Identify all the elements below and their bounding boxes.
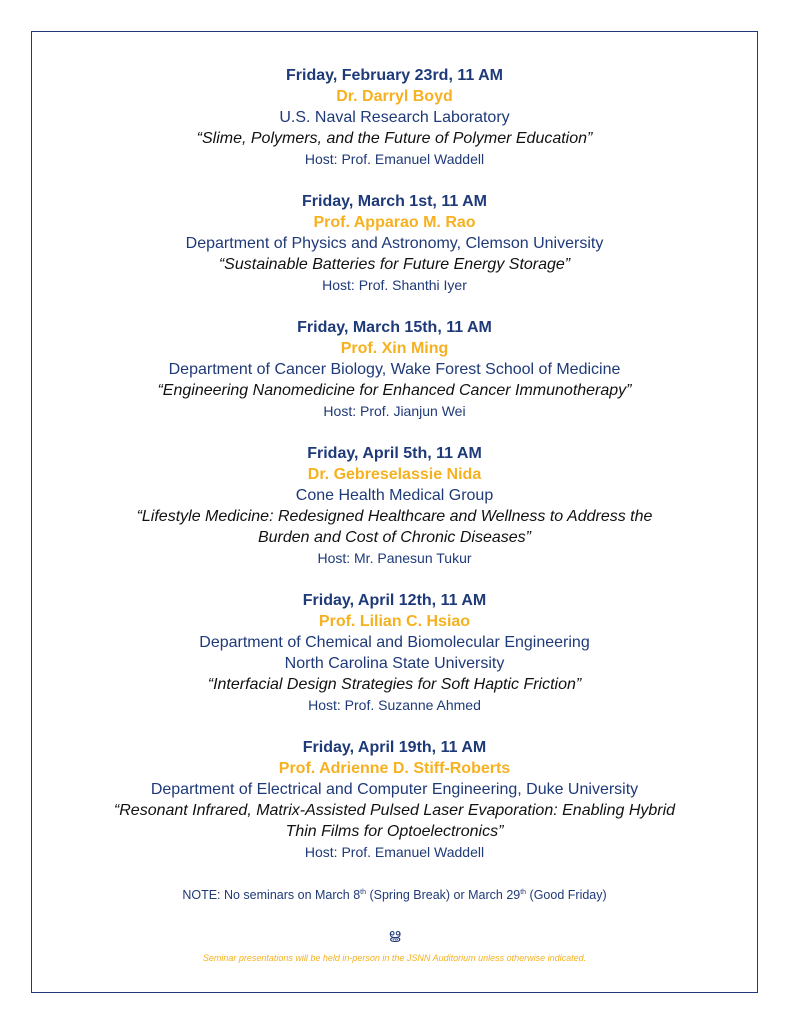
seminar-date: Friday, April 19th, 11 AM: [302, 739, 487, 756]
seminar-entry: [31, 191, 758, 296]
ornament-swirl-icon: ൠ: [388, 926, 401, 942]
talk-title: “Sustainable Batteries for Future Energy Storage”: [218, 256, 571, 273]
seminar-date: Friday, March 1st, 11 AM: [302, 193, 487, 210]
seminar-entry: [31, 737, 758, 863]
speaker-name: Prof. Xin Ming: [340, 340, 449, 357]
host-line: Host: Mr. Panesun Tukur: [317, 550, 472, 566]
speaker-name: Dr. Gebreselassie Nida: [307, 466, 482, 483]
note-text-mid: (Spring Break) or March 29: [366, 888, 521, 902]
talk-title: “Interfacial Design Strategies for Soft Haptic Friction”: [207, 676, 582, 693]
talk-title-continued: Thin Films for Optoelectronics”: [285, 823, 504, 840]
talk-title: “Resonant Infrared, Matrix-Assisted Pulsed Laser Evaporation: Enabling Hybrid: [113, 802, 676, 819]
schedule-note: [31, 888, 758, 902]
seminar-entry: [31, 443, 758, 569]
speaker-affiliation: Department of Cancer Biology, Wake Forest School of Medicine: [168, 361, 621, 378]
note-text-lead: NOTE: No seminars on March 8: [182, 888, 361, 902]
host-line: Host: Prof. Shanthi Iyer: [322, 277, 467, 293]
seminar-entry: [31, 590, 758, 716]
speaker-affiliation-university: North Carolina State University: [284, 655, 505, 672]
talk-title: “Engineering Nanomedicine for Enhanced Cancer Immunotherapy”: [157, 382, 632, 399]
speaker-affiliation: Department of Electrical and Computer Engineering, Duke University: [150, 781, 639, 798]
speaker-affiliation: Department of Chemical and Biomolecular Engineering: [199, 634, 590, 651]
host-line: Host: Prof. Emanuel Waddell: [304, 844, 485, 860]
seminar-date: Friday, February 23rd, 11 AM: [286, 67, 503, 84]
seminar-entry: [31, 317, 758, 422]
note-ordinal-suffix: th: [520, 888, 527, 896]
speaker-affiliation: U.S. Naval Research Laboratory: [279, 109, 510, 126]
speaker-name: Dr. Darryl Boyd: [336, 88, 453, 105]
host-line: Host: Prof. Emanuel Waddell: [304, 151, 485, 167]
speaker-name: Prof. Apparao M. Rao: [313, 214, 476, 231]
speaker-name: Prof. Adrienne D. Stiff-Roberts: [278, 760, 511, 777]
seminar-date: Friday, March 15th, 11 AM: [297, 319, 492, 336]
talk-title: “Lifestyle Medicine: Redesigned Healthcare and Wellness to Address the: [136, 508, 653, 525]
seminar-date: Friday, April 5th, 11 AM: [307, 445, 482, 462]
note-ordinal-suffix: th: [360, 888, 366, 896]
seminar-entry: [31, 65, 758, 170]
speaker-affiliation: Department of Physics and Astronomy, Clemson University: [185, 235, 604, 252]
speaker-affiliation: Cone Health Medical Group: [295, 487, 494, 504]
seminar-date: Friday, April 12th, 11 AM: [302, 592, 487, 609]
seminar-list: [31, 65, 758, 884]
note-text-tail: (Good Friday): [526, 888, 607, 902]
speaker-name: Prof. Lilian C. Hsiao: [318, 613, 471, 630]
talk-title: “Slime, Polymers, and the Future of Polymer Education”: [196, 130, 593, 147]
talk-title-continued: Burden and Cost of Chronic Diseases”: [257, 529, 532, 546]
host-line: Host: Prof. Jianjun Wei: [323, 403, 466, 419]
footer-note: Seminar presentations will be held in-person in the JSNN Auditorium unless otherwise indicated.: [202, 953, 587, 963]
host-line: Host: Prof. Suzanne Ahmed: [308, 697, 481, 713]
